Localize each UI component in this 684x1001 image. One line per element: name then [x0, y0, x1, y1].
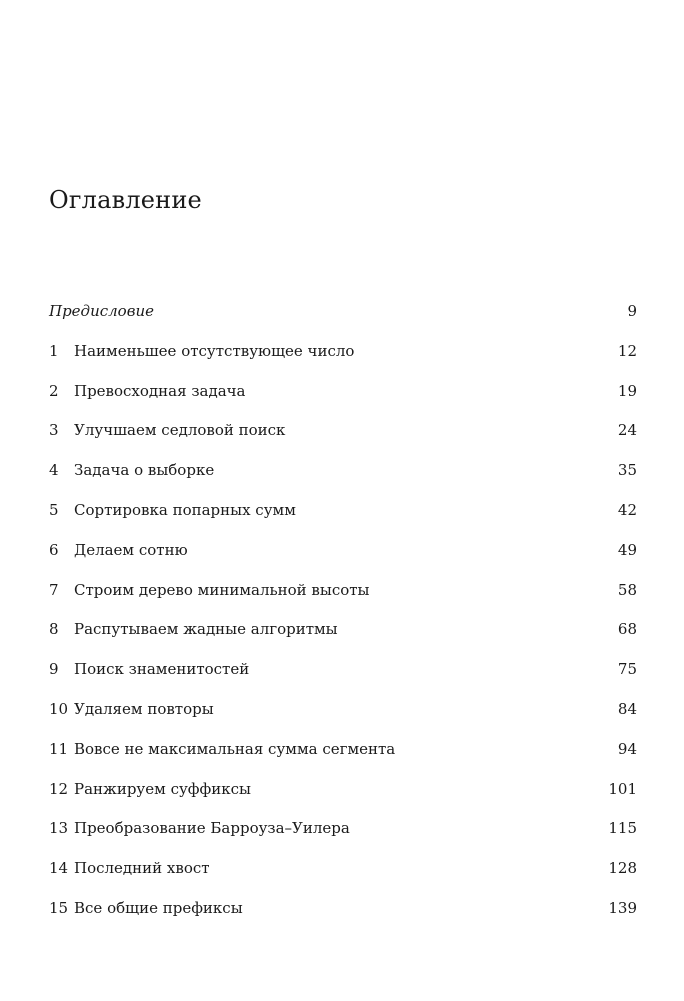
toc-entry-number: 12: [49, 779, 69, 798]
toc-entry-title: Последний хвост: [74, 859, 210, 878]
toc-entry: [49, 337, 637, 377]
toc-entry-page: 19: [617, 381, 637, 400]
toc-entry-number: 10: [49, 699, 69, 718]
toc-entry-preface: [49, 297, 637, 337]
toc-entry-number: 8: [49, 620, 59, 639]
toc-entry-title: Превосходная задача: [74, 381, 246, 400]
toc-entry-page: 84: [617, 699, 637, 718]
toc-entry-page: 12: [617, 341, 637, 360]
toc-entry: [49, 775, 637, 815]
toc-heading: Оглавление: [49, 186, 202, 214]
toc-entry-title: Улучшаем седловой поиск: [74, 421, 286, 440]
toc-entry-title: Удаляем повторы: [74, 699, 214, 718]
toc-entry-number: 14: [49, 859, 69, 878]
toc-entry-number: 13: [49, 819, 69, 838]
toc-entry-page: 42: [617, 500, 637, 519]
toc-entry-page: 58: [617, 580, 637, 599]
toc-entry-number: 3: [49, 421, 59, 440]
toc-entry-title: Наименьшее отсутствующее число: [74, 341, 355, 360]
toc-entry-number: 11: [49, 739, 69, 758]
toc-entry: [49, 655, 637, 695]
toc-entry: [49, 695, 637, 735]
toc-entry: [49, 894, 637, 934]
toc-entry-page: 9: [627, 302, 637, 320]
toc-entry-number: 15: [49, 898, 69, 917]
toc-entry-title: Преобразование Барроуза–Уилера: [74, 819, 350, 838]
toc-entry-title: Распутываем жадные алгоритмы: [74, 620, 338, 639]
toc-entry: [49, 615, 637, 655]
toc-entry-title: Предисловие: [49, 302, 154, 320]
toc-entry-title: Поиск знаменитостей: [74, 660, 250, 679]
toc-entry: [49, 496, 637, 536]
toc-entry: [49, 536, 637, 576]
toc-entry-page: 35: [617, 461, 637, 480]
toc-entry-title: Строим дерево минимальной высоты: [74, 580, 370, 599]
toc-entry: [49, 735, 637, 775]
toc-entry-page: 24: [617, 421, 637, 440]
toc-entry-page: 68: [617, 620, 637, 639]
toc-entry-number: 9: [49, 660, 59, 679]
toc-entry-page: 75: [617, 660, 637, 679]
toc-entry: [49, 416, 637, 456]
toc-entry: [49, 377, 637, 417]
toc-list: [49, 297, 637, 934]
toc-entry-title: Вовсе не максимальная сумма сегмента: [74, 739, 396, 758]
toc-entry: [49, 576, 637, 616]
toc-entry: [49, 814, 637, 854]
toc-entry-title: Сортировка попарных сумм: [74, 500, 296, 519]
toc-entry-title: Все общие префиксы: [74, 898, 243, 917]
toc-entry-page: 139: [608, 898, 637, 917]
toc-entry-number: 1: [49, 341, 59, 360]
toc-entry-number: 4: [49, 461, 59, 480]
toc-entry-number: 7: [49, 580, 59, 599]
toc-entry-number: 5: [49, 500, 59, 519]
toc-entry-title: Делаем сотню: [74, 540, 188, 559]
toc-entry-page: 94: [617, 739, 637, 758]
toc-entry-number: 2: [49, 381, 59, 400]
toc-entry: [49, 854, 637, 894]
toc-entry-page: 49: [617, 540, 637, 559]
toc-entry-number: 6: [49, 540, 59, 559]
toc-entry-page: 115: [608, 819, 637, 838]
toc-entry-page: 128: [608, 859, 637, 878]
toc-entry-title: Ранжируем суффиксы: [74, 779, 251, 798]
toc-entry: [49, 456, 637, 496]
toc-entry-title: Задача о выборке: [74, 461, 215, 480]
toc-entry-page: 101: [608, 779, 637, 798]
